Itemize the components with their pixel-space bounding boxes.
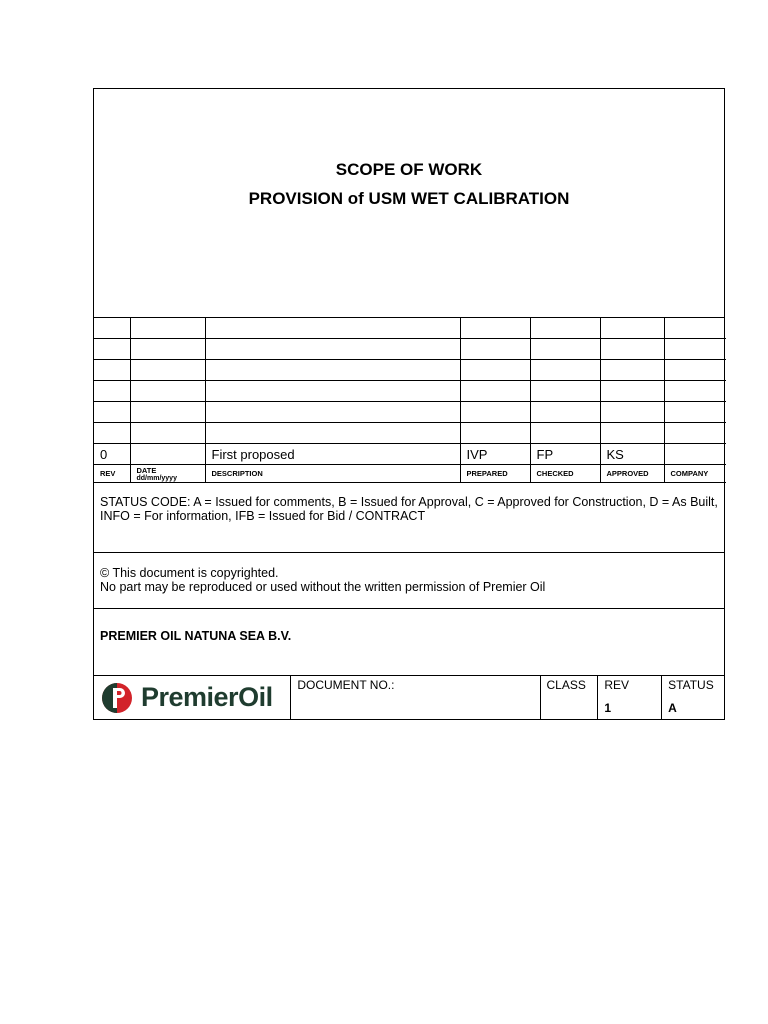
table-row <box>94 360 726 381</box>
rev-cell: 0 <box>94 444 130 465</box>
header-date-format: dd/mm/yyyy <box>136 474 177 482</box>
prepared-cell: IVP <box>460 444 530 465</box>
class-label: CLASS <box>546 678 586 692</box>
revision-row-0 <box>94 444 726 465</box>
date-cell <box>130 444 205 465</box>
header-company: COMPANY <box>664 465 726 483</box>
approved-cell: KS <box>600 444 664 465</box>
header-approved: APPROVED <box>600 465 664 483</box>
status-code-block <box>94 483 724 553</box>
status-code-line-2: INFO = For information, IFB = Issued for Bid / CONTRACT <box>100 509 426 523</box>
copyright-block <box>94 553 724 609</box>
company-cell <box>664 444 726 465</box>
class-cell <box>541 676 599 719</box>
revision-table <box>94 318 726 483</box>
header-date <box>130 465 205 483</box>
document-title: SCOPE OF WORK <box>335 160 483 179</box>
table-row <box>94 402 726 423</box>
rev-label: REV <box>604 678 630 692</box>
status-code-line-1: STATUS CODE: A = Issued for comments, B = Issued for Approval, C = Approved for Construction, D = As Built, <box>100 495 718 509</box>
table-row <box>94 318 726 339</box>
status-label: STATUS <box>668 678 714 692</box>
document-cover-sheet <box>93 88 725 720</box>
status-cell <box>662 676 724 719</box>
title-block-footer <box>94 676 724 719</box>
document-no-cell <box>291 676 540 719</box>
header-date-label: DATE <box>136 465 157 475</box>
table-row <box>94 381 726 402</box>
copyright-line-2: No part may be reproduced or used without the written permission of Premier Oil <box>100 580 546 594</box>
header-description: DESCRIPTION <box>205 465 460 483</box>
table-row <box>94 423 726 444</box>
document-subtitle: PROVISION of USM WET CALIBRATION <box>248 189 570 208</box>
revision-header-row <box>94 465 726 483</box>
logo-wordmark: PremierOil <box>141 682 273 712</box>
status-value: A <box>668 701 677 715</box>
checked-cell: FP <box>530 444 600 465</box>
header-checked: CHECKED <box>530 465 600 483</box>
description-cell: First proposed <box>205 444 460 465</box>
document-no-label: DOCUMENT NO.: <box>297 678 395 692</box>
company-name: PREMIER OIL NATUNA SEA B.V. <box>94 609 724 676</box>
premier-oil-logo-icon <box>101 682 133 714</box>
header-rev: REV <box>94 465 130 483</box>
copyright-line-1: © This document is copyrighted. <box>100 566 279 580</box>
table-row <box>94 339 726 360</box>
rev-cell-footer <box>598 676 662 719</box>
header-prepared: PREPARED <box>460 465 530 483</box>
title-area <box>94 89 724 318</box>
company-logo <box>94 676 291 719</box>
rev-value: 1 <box>604 701 612 715</box>
